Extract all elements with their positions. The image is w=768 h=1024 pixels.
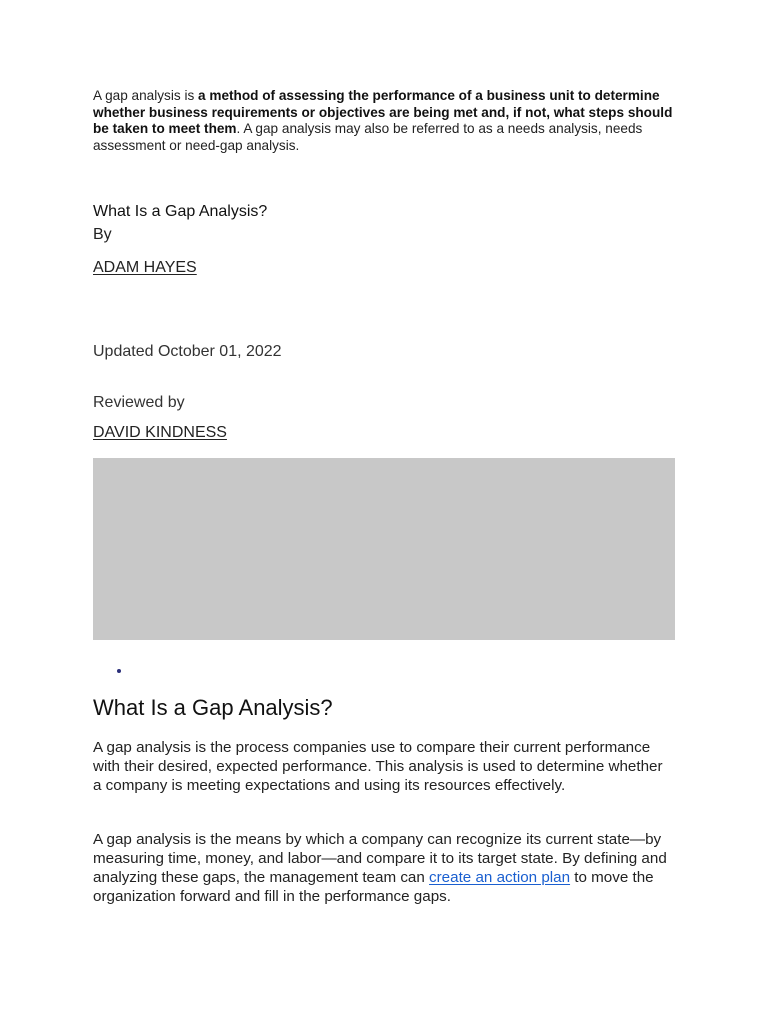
reviewed-by-label: Reviewed by: [93, 394, 185, 411]
reviewer-link[interactable]: DAVID KINDNESS: [93, 424, 227, 441]
by-label: By: [93, 226, 112, 243]
author-link[interactable]: ADAM HAYES: [93, 259, 197, 276]
article-paragraph-2: [93, 830, 675, 906]
intro-lead: A gap analysis is: [93, 88, 199, 103]
intro-paragraph: [93, 88, 675, 154]
intro-tail: . A gap analysis may also be referred to as a needs analysis, needs assessment or need-gap analysis.: [93, 121, 643, 153]
updated-date: Updated October 01, 2022: [93, 343, 282, 360]
create-action-plan-link[interactable]: create an action plan: [429, 869, 571, 886]
byline-heading: What Is a Gap Analysis?: [93, 203, 268, 220]
article-heading: What Is a Gap Analysis?: [93, 695, 333, 720]
paragraph-2-lead: A gap analysis is the means by which a company can recognize its current state—by measuring time, money, and labor—and compare it to its target state. By defining and analyzing these gaps, the management team can: [93, 831, 667, 886]
intro-definition-bold: a method of assessing the performance of a business unit to determine whether business requirements or objectives are being met and, if not, what steps should be taken to meet them: [93, 88, 673, 137]
paragraph-2-tail: to move the organization forward and fill in the performance gaps.: [93, 869, 654, 905]
article-paragraph-1: A gap analysis is the process companies use to compare their current performance with their desired, expected performance. This analysis is used to determine whether a company is meeting expectations and using its resources effectively.: [93, 739, 663, 794]
bullet-dot-icon: [117, 669, 121, 673]
article-image-placeholder: [93, 458, 675, 640]
